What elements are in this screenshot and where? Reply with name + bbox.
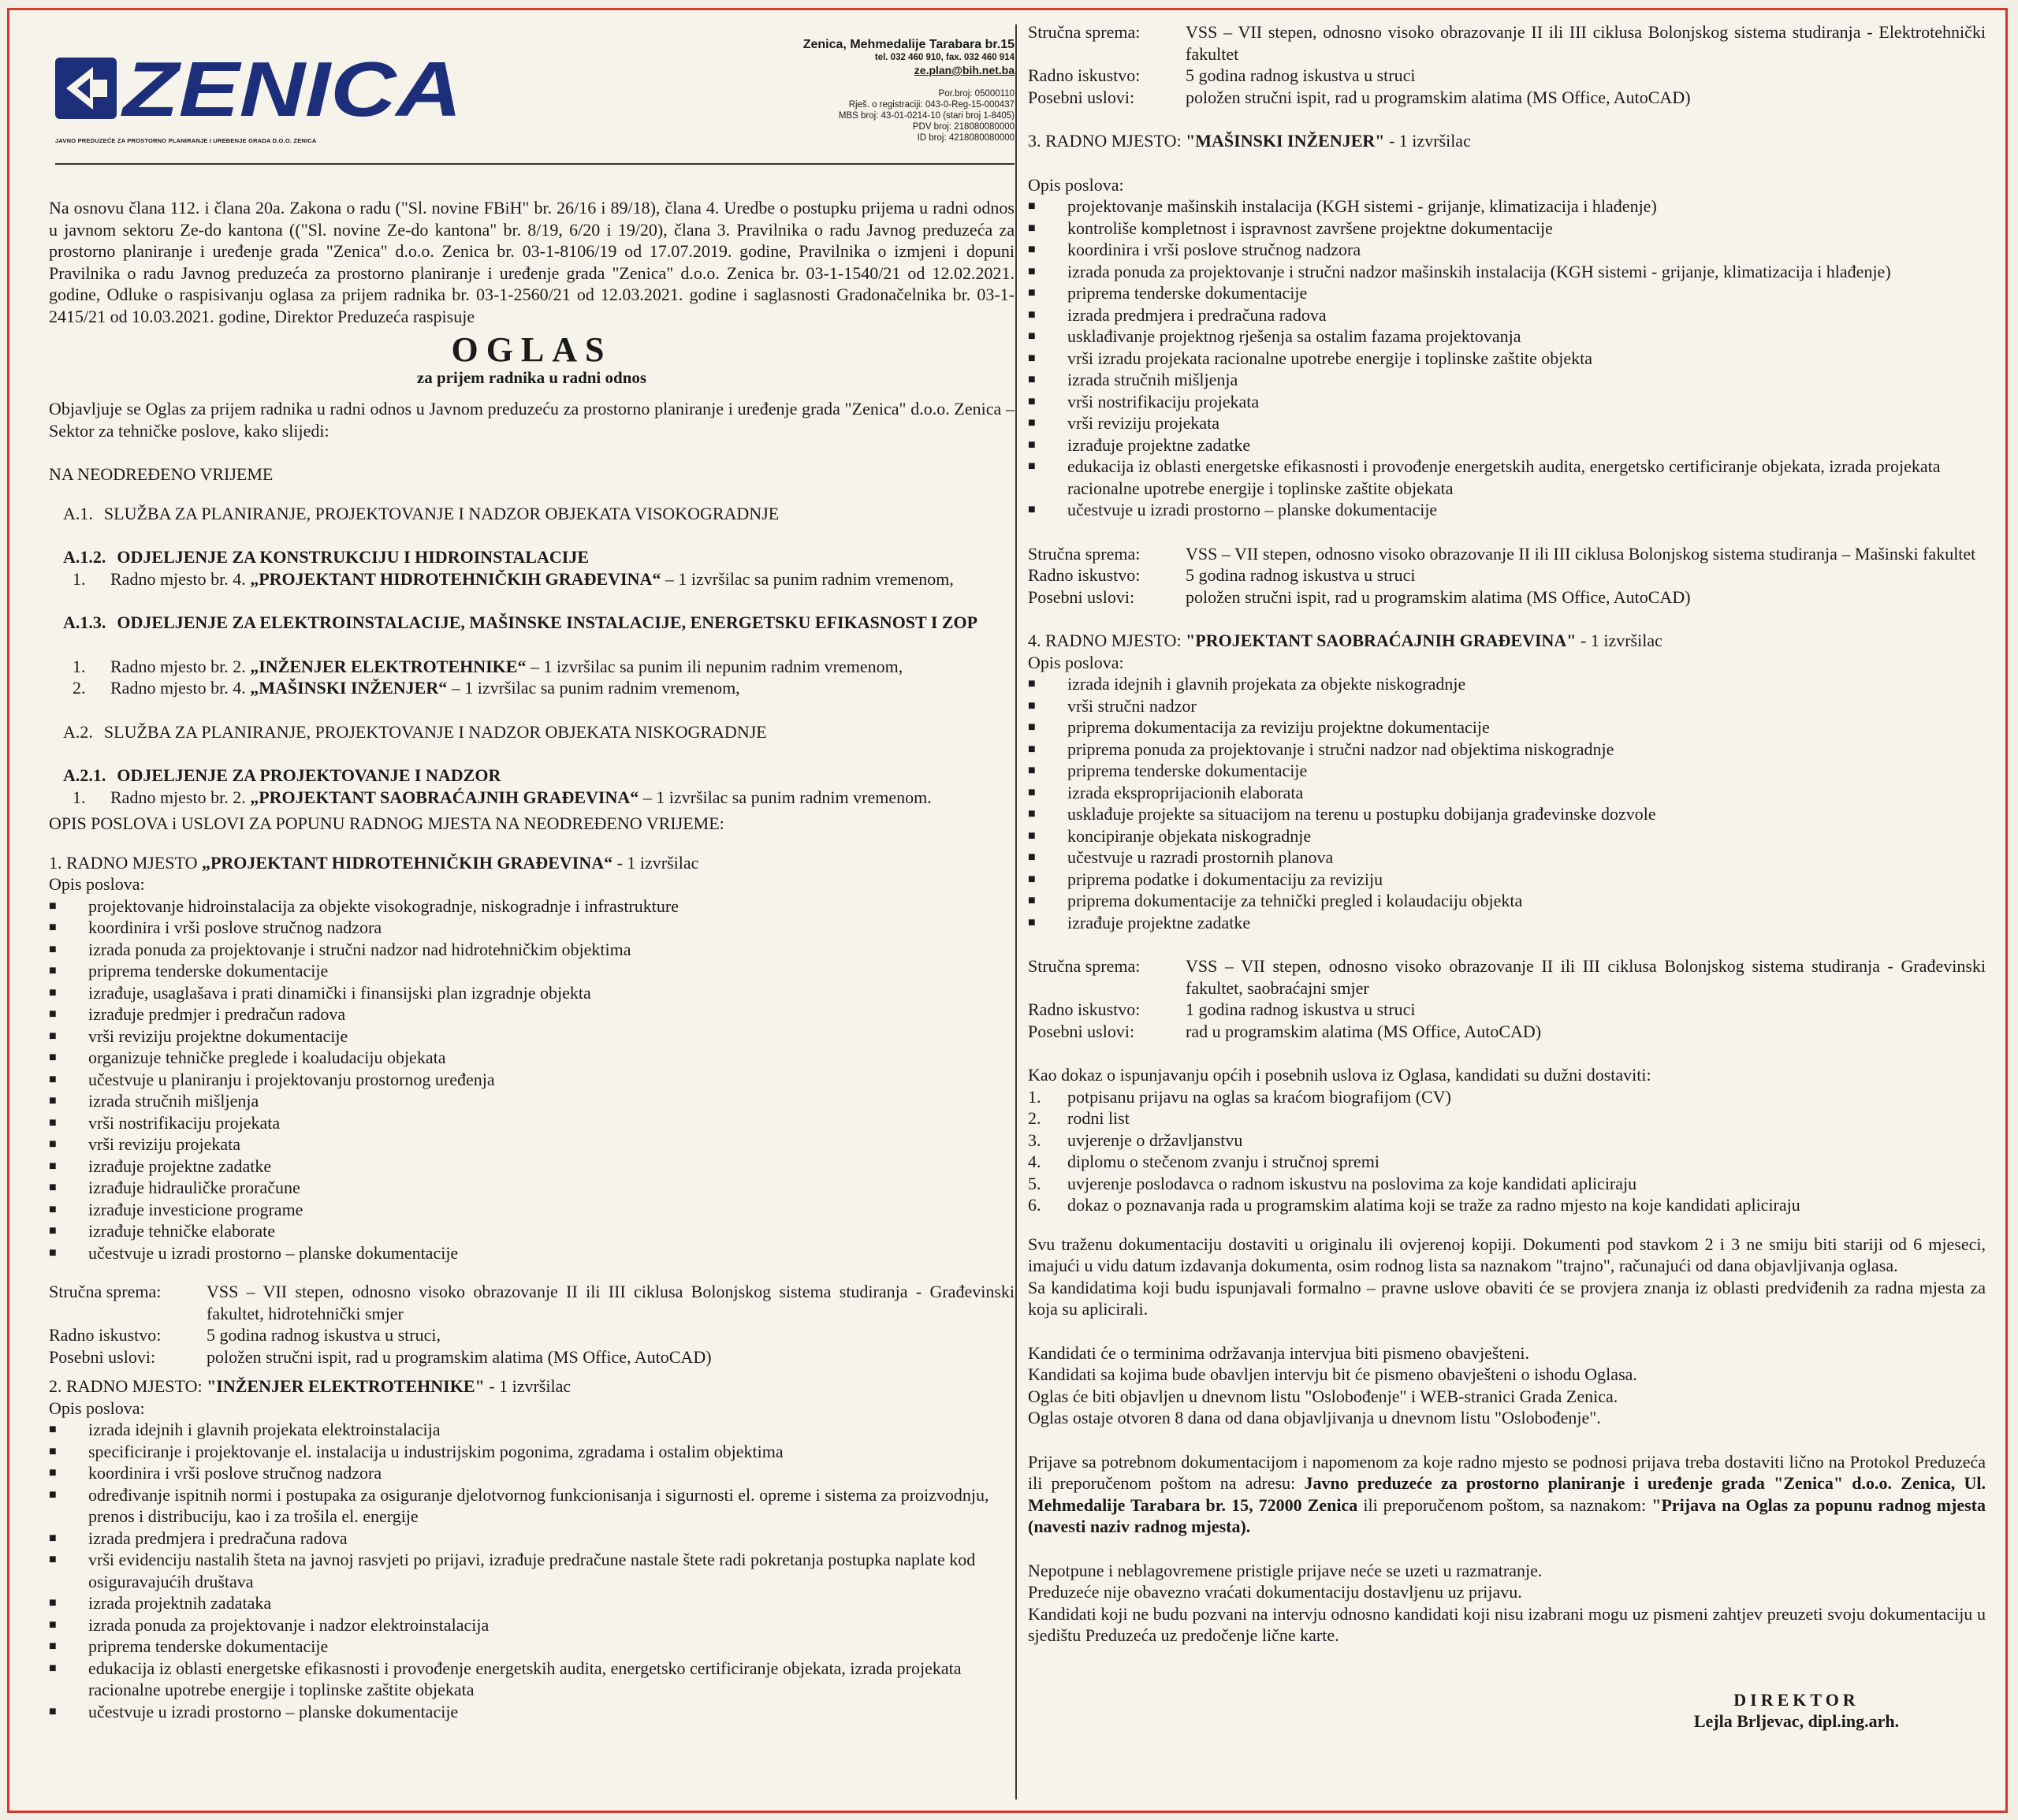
- company-email[interactable]: ze.plan@bih.net.ba: [914, 64, 1015, 76]
- document-text: rodni list: [1067, 1108, 1130, 1128]
- signature-block: [1028, 1689, 1986, 1733]
- duty-item: [1028, 434, 1986, 456]
- document-text: uvjerenje o državljanstvu: [1067, 1130, 1243, 1150]
- duty-text: izrada ponuda za projektovanje i nadzor elektroinstalacija: [88, 1614, 490, 1635]
- period-heading: NA NEODREĐENO VRIJEME: [49, 464, 274, 484]
- bullet-icon: ■: [49, 1072, 57, 1086]
- section-a12: A.1.2. ODJELJENJE ZA KONSTRUKCIJU I HIDROINSTALACIJE: [63, 547, 589, 567]
- duty-item: [49, 1047, 1015, 1069]
- duty-text: koncipiranje objekata niskogradnje: [1067, 825, 1312, 846]
- position-2-duties: [49, 1419, 1015, 1722]
- section-a21: A.2.1. ODJELJENJE ZA PROJEKTOVANJE I NADZOR: [63, 765, 501, 785]
- duty-text: izrada idejnih i glavnih projekata za objekte niskogradnje: [1067, 674, 1466, 694]
- signature-title: DIREKTOR: [1733, 1689, 1860, 1710]
- duty-item: [1028, 456, 1986, 499]
- section-a2: A.2. SLUŽBA ZA PLANIRANJE, PROJEKTOVANJE I NADZOR OBJEKATA NISKOGRADNJE: [63, 721, 767, 742]
- letterhead: [49, 21, 1015, 151]
- duty-item: [49, 917, 1015, 939]
- duty-item: [1028, 348, 1986, 370]
- duty-item: [1028, 890, 1986, 912]
- duty-item: [49, 1199, 1015, 1221]
- duty-text: izrada eksproprijacionih elaborata: [1067, 782, 1304, 802]
- bullet-icon: ■: [49, 1487, 57, 1502]
- bullet-icon: ■: [49, 1224, 57, 1238]
- duty-text: izrada predmjera i predračuna radova: [1067, 304, 1327, 325]
- document-item: [1028, 1107, 1986, 1130]
- duty-text: izrada idejnih i glavnih projekata elektroinstalacija: [88, 1420, 441, 1439]
- document-number: 4.: [1028, 1152, 1041, 1171]
- closing-paragraph: Oglas će biti objavljen u dnevnom listu "Oslobođenje" i WEB-stranici Grada Zenica.: [1028, 1386, 1618, 1406]
- document-number: 1.: [1028, 1086, 1041, 1107]
- duty-text: edukacija iz oblasti energetske efikasnosti i provođenje energetskih audita, energetsko certificiranje objekata, izrada projekata racionalne upotrebe energije i toplinske zaštite objekata: [88, 1658, 962, 1699]
- contact-block: [803, 37, 1015, 143]
- duty-text: vrši nostrifikaciju projekata: [88, 1112, 281, 1133]
- section-a1: A.1. SLUŽBA ZA PLANIRANJE, PROJEKTOVANJE I NADZOR OBJEKATA VISOKOGRADNJE: [63, 503, 780, 523]
- document-item: [1028, 1194, 1986, 1216]
- position-4-heading: 4. RADNO MJESTO: "PROJEKTANT SAOBRAĆAJNIH GRAĐEVINA" - 1 izvršilac: [1028, 631, 1662, 650]
- duty-item: [1028, 803, 1986, 825]
- duty-item: [1028, 847, 1986, 869]
- duty-text: izrada ponuda za projektovanje i stručni nadzor mašinskih instalacija (KGH sistemi - grijanje, klimatizacija i hlađenje): [1067, 261, 1891, 281]
- bullet-icon: ■: [49, 1531, 57, 1545]
- duty-item: [49, 1614, 1015, 1636]
- duty-text: izrađuje projektne zadatke: [88, 1156, 272, 1176]
- bullet-icon: ■: [1028, 329, 1036, 343]
- bullet-icon: ■: [1028, 351, 1036, 365]
- bullet-icon: ■: [49, 1115, 57, 1130]
- duty-text: učestvuje u izradi prostorno – planske dokumentacije: [88, 1242, 459, 1263]
- bullet-icon: ■: [1028, 828, 1036, 843]
- duties-label: Opis poslova:: [1028, 174, 1124, 195]
- section-a13: A.1.3. ODJELJENJE ZA ELEKTROINSTALACIJE, MAŠINSKE INSTALACIJE, ENERGETSKU EFIKASNOST I ZOP: [63, 612, 978, 632]
- document-item: [1028, 1151, 1986, 1173]
- bullet-icon: ■: [49, 1137, 57, 1151]
- bullet-icon: ■: [49, 899, 57, 913]
- svg-text:ZENICA: ZENICA: [120, 51, 462, 124]
- duty-item: [1028, 218, 1986, 240]
- duty-item: [49, 1528, 1015, 1550]
- document-text: potpisanu prijavu na oglas sa kraćom biografijom (CV): [1067, 1086, 1451, 1107]
- bullet-icon: ■: [49, 964, 57, 977]
- duty-item: [1028, 825, 1986, 847]
- duty-item: [1028, 261, 1986, 283]
- duty-item: [1028, 673, 1986, 695]
- list-item: 1. Radno mjesto br. 2. „INŽENJER ELEKTROTEHNIKE“ – 1 izvršilac sa punim ili nepunim radnim vremenom,: [73, 656, 903, 676]
- duty-text: određivanje ispitnih normi i postupaka za osiguranje djelotvornog funkcionisanja i sigurnosti el. opreme i sistema za proizvodnju, prenos i distribuciju, kao i za trošila el. energije: [88, 1484, 989, 1526]
- duty-text: priprema podatke i dokumentaciju za reviziju: [1067, 869, 1383, 889]
- bullet-icon: ■: [1028, 199, 1036, 213]
- bullet-icon: ■: [1028, 807, 1036, 821]
- bullet-icon: ■: [49, 1094, 57, 1107]
- duty-text: izrađuje predmjer i predračun radova: [88, 1004, 346, 1024]
- duty-text: vrši reviziju projekata: [88, 1134, 241, 1154]
- proof-intro: Kao dokaz o ispunjavanju općih i posebnih uslova iz Oglasa, kandidati su dužni dostaviti:: [1028, 1065, 1651, 1085]
- duty-item: [49, 895, 1015, 917]
- document-text: uvjerenje poslodavca o radnom iskustvu na poslovima za koje kandidati apliciraju: [1067, 1173, 1637, 1193]
- bullet-icon: ■: [1028, 264, 1036, 278]
- duty-item: [49, 1242, 1015, 1264]
- duty-item: [49, 1592, 1015, 1614]
- bullet-icon: ■: [49, 1029, 57, 1043]
- right-column: [1028, 21, 1986, 1733]
- duty-item: [49, 1636, 1015, 1658]
- bullet-icon: ■: [49, 1051, 57, 1064]
- company-phone: tel. 032 460 910, fax. 032 460 914: [874, 53, 1015, 62]
- duty-item: [1028, 412, 1986, 434]
- duty-item: [1028, 499, 1986, 521]
- special-row: Posebni uslovi: položen stručni ispit, rad u programskim alatima (MS Office, AutoCAD): [1028, 586, 1691, 607]
- special-row: Posebni uslovi: položen stručni ispit, rad u programskim alatima (MS Office, AutoCAD): [1028, 87, 1691, 107]
- bullet-icon: ■: [1028, 286, 1036, 300]
- duty-text: priprema ponuda za projektovanje i stručni nadzor nad objektima niskogradnje: [1067, 739, 1614, 759]
- bullet-icon: ■: [1028, 915, 1036, 929]
- duty-text: izrađuje hidrauličke proračune: [88, 1178, 300, 1197]
- duty-text: koordinira i vrši poslove stručnog nadzora: [88, 1463, 382, 1483]
- position-2-heading: 2. RADNO MJESTO: "INŽENJER ELEKTROTEHNIKE" - 1 izvršilac: [49, 1376, 572, 1396]
- duty-text: vrši reviziju projektne dokumentacije: [88, 1025, 348, 1046]
- duty-item: [49, 1003, 1015, 1025]
- duty-item: [1028, 391, 1986, 413]
- list-item: 1. Radno mjesto br. 2. „PROJEKTANT SAOBRAĆAJNIH GRAĐEVINA“ – 1 izvršilac sa punim radnim vremenom.: [73, 787, 932, 807]
- duty-text: vrši reviziju projekata: [1067, 413, 1220, 433]
- bullet-icon: ■: [1028, 221, 1036, 235]
- duty-text: vrši nostrifikaciju projekata: [1067, 391, 1260, 411]
- bullet-icon: ■: [1028, 373, 1036, 386]
- duty-item: [49, 1177, 1015, 1199]
- education-row: Stručna sprema: VSS – VII stepen, odnosno visoko obrazovanje II ili III ciklusa Bolonjskog sistema studiranja – Mašinski fakultet: [1028, 543, 1976, 564]
- closing-paragraph: Preduzeće nije obavezno vraćati dokumentaciju dostavljenu uz prijavu.: [1028, 1582, 1522, 1602]
- duty-text: učestvuje u razradi prostornih planova: [1067, 847, 1334, 867]
- position-1-duties: [49, 895, 1015, 1264]
- duty-item: [1028, 739, 1986, 761]
- reg-line: ID broj: 4218080080000: [917, 133, 1015, 143]
- bullet-icon: ■: [1028, 460, 1036, 473]
- legal-basis-paragraph: Na osnovu člana 112. i člana 20a. Zakona o radu ("Sl. novine FBiH" br. 26/16 i 89/18), člana 4. Uredbe o postupku prijema u radni odnos u javnom sektoru Ze-do kantona (("Sl. novine Ze-do kantona" br. 8/19, 6/20 i 19/20), člana 3. Pravilnika o radu Javnog preduzeća za prostorno planiranje i uređenje grada "Zenica" d.o.o. Zenica br. 03-1-8106/19 od 17.07.2019. godine, Pravilnika o izmjeni i dopuni Pravilnika o radu Javnog preduzeća za prostorno planiranje i uređenje grada "Zenica" d.o.o. Zenica br. 03-1-1540/21 od 12.02.2021. godine, Odluke o raspisivanju oglasa za prijem radnika br. 03-1-2560/21 od 12.03.2021. godine i saglasnosti Gradonačelnika br. 03-1-2415/21 od 10.03.2021. godine, Direktor Preduzeća raspisuje: [49, 198, 1015, 326]
- duty-text: vrši evidenciju nastalih šteta na javnoj rasvjeti po prijavi, izrađuje predračune nastale štete radi pokretanja postupka naplate kod osiguravajućih društava: [88, 1550, 976, 1591]
- duty-text: izrađuje projektne zadatke: [1067, 912, 1251, 932]
- document-text: dokaz o poznavanja rada u programskim alatima koji se traže za radno mjesto na koje kandidati apliciraju: [1067, 1195, 1800, 1215]
- duties-label: Opis poslova:: [49, 874, 145, 894]
- bullet-icon: ■: [49, 985, 57, 999]
- duty-text: vrši stručni nadzor: [1067, 695, 1197, 716]
- document-number: 5.: [1028, 1173, 1041, 1193]
- duty-text: usklađivanje projektnog rješenja sa ostalim fazama projektovanja: [1067, 326, 1521, 346]
- duty-text: priprema tenderske dokumentacije: [1067, 283, 1308, 303]
- bullet-icon: ■: [49, 921, 57, 934]
- duty-item: [49, 1156, 1015, 1178]
- bullet-icon: ■: [1028, 850, 1036, 864]
- education-row: Stručna sprema: VSS – VII stepen, odnosno visoko obrazovanje II ili III ciklusa Bolonjskog sistema studiranja - Elektrotehnički fakultet: [1028, 22, 1986, 64]
- duty-item: [49, 1069, 1015, 1091]
- duty-text: koordinira i vrši poslove stručnog nadzora: [1067, 240, 1361, 259]
- duty-item: [49, 960, 1015, 982]
- position-4-duties: [1028, 673, 1986, 933]
- newspaper-clipping: [7, 8, 2008, 1813]
- bullet-icon: ■: [1028, 894, 1036, 907]
- duty-item: [49, 1133, 1015, 1156]
- special-row: Posebni uslovi: rad u programskim alatima (MS Office, AutoCAD): [1028, 1021, 1542, 1041]
- column-divider: [1015, 24, 1017, 1800]
- duty-item: [1028, 304, 1986, 326]
- reg-line: Rješ. o registraciji: 043-0-Reg-15-000437: [848, 100, 1015, 110]
- duty-item: [1028, 195, 1986, 218]
- bullet-icon: ■: [49, 1007, 57, 1021]
- duty-item: [49, 1419, 1015, 1441]
- experience-row: Radno iskustvo: 1 godina radnog iskustva u struci: [1028, 999, 1416, 1019]
- duty-text: specificiranje i projektovanje el. instalacija u industrijskim pogonima, zgradama i ostalim objektima: [88, 1441, 784, 1461]
- duty-item: [1028, 282, 1986, 304]
- bullet-icon: ■: [1028, 677, 1036, 690]
- duty-text: izrađuje investicione programe: [88, 1199, 303, 1219]
- duty-text: izrađuje projektne zadatke: [1067, 434, 1251, 455]
- logo-tagline: JAVNO PREDUZEĆE ZA PROSTORNO PLANIRANJE I UREĐENJE GRADA D.O.O. ZENICA: [55, 137, 317, 144]
- reg-line: Por.broj: 05000110: [938, 89, 1015, 99]
- duty-item: [49, 1090, 1015, 1112]
- bullet-icon: ■: [1028, 872, 1036, 886]
- duty-text: usklađuje projekte sa situacijom na terenu u postupku dobijanja građevinske dozvole: [1067, 804, 1656, 824]
- signature-name: Lejla Brljevac, dipl.ing.arh.: [1693, 1711, 1900, 1731]
- duty-item: [1028, 326, 1986, 348]
- duty-text: izrada stručnih mišljenja: [1067, 370, 1238, 389]
- duty-text: izrađuje tehničke elaborate: [88, 1221, 275, 1241]
- reg-line: MBS broj: 43-01-0214-10 (stari broj 1-8405): [838, 111, 1015, 121]
- duty-item: [1028, 369, 1986, 391]
- duty-item: [49, 1484, 1015, 1528]
- duty-text: učestvuje u planiranju i projektovanju prostornog uređenja: [88, 1069, 495, 1089]
- document-number: 3.: [1028, 1130, 1041, 1150]
- bullet-icon: ■: [49, 1704, 57, 1718]
- duty-text: izrada ponuda za projektovanje i stručni nadzor nad hidrotehničkim objektima: [88, 939, 631, 959]
- duty-text: izrada projektnih zadataka: [88, 1593, 272, 1613]
- duty-item: [49, 1462, 1015, 1484]
- experience-row: Radno iskustvo: 5 godina radnog iskustva u struci: [1028, 565, 1416, 585]
- duties-label: Opis poslova:: [49, 1398, 145, 1418]
- duty-item: [1028, 782, 1986, 804]
- bullet-icon: ■: [49, 1596, 57, 1610]
- document-number: 6.: [1028, 1195, 1041, 1215]
- duty-text: vrši izradu projekata racionalne upotrebe energije i toplinske zaštite objekta: [1067, 348, 1593, 368]
- duty-text: edukacija iz oblasti energetske efikasnosti i provođenje energetskih audita, energetsko certificiranje objekata, izrada projekata racionalne upotrebe energije i toplinske zaštite objekata: [1067, 456, 1941, 498]
- duty-text: priprema dokumentacija za reviziju projektne dokumentacije: [1067, 717, 1490, 737]
- bullet-icon: ■: [1028, 785, 1036, 799]
- list-item: 2. Radno mjesto br. 4. „MAŠINSKI INŽENJER“ – 1 izvršilac sa punim radnim vremenom,: [73, 678, 740, 698]
- description-heading: OPIS POSLOVA i USLOVI ZA POPUNU RADNOG MJESTA NA NEODREĐENO VRIJEME:: [49, 813, 724, 833]
- bullet-icon: ■: [49, 1661, 57, 1675]
- duty-text: izrada predmjera i predračuna radova: [88, 1528, 348, 1548]
- documents-list: [1028, 1086, 1986, 1216]
- bullet-icon: ■: [49, 1159, 57, 1173]
- duty-text: kontroliše kompletnost i ispravnost završene projektne dokumentacije: [1067, 218, 1553, 238]
- zenica-logo: [55, 51, 467, 124]
- bullet-icon: ■: [49, 1466, 57, 1479]
- submission-paragraph: Prijave sa potrebnom dokumentacijom i napomenom za koje radno mjesto se podnosi prijava treba dostaviti lično na Protokol Preduzeća ili preporučenom poštom na adresu: Javno preduzeće za prostorno planiranje i uređenje grada "Zenica" d.o.o. Zenica, Ul. Mehmedalije Tarabara br. 15, 72000 Zenica ili preporučenom poštom, sa naznakom: "Prijava na Oglas za popunu radnog mjesta (navesti naziv radnog mjesta).: [1028, 1451, 1986, 1536]
- duty-item: [49, 1701, 1015, 1723]
- duty-text: učestvuje u izradi prostorno – planske dokumentacije: [1067, 500, 1438, 519]
- position-1-heading: 1. RADNO MJESTO „PROJEKTANT HIDROTEHNIČKIH GRAĐEVINA“ - 1 izvršilac: [49, 852, 699, 873]
- bullet-icon: ■: [49, 1245, 57, 1260]
- duty-item: [49, 1220, 1015, 1242]
- reg-line: PDV broj: 218080080000: [912, 122, 1015, 132]
- document-item: [1028, 1173, 1986, 1195]
- header-rule: [55, 163, 1015, 165]
- duty-item: [1028, 695, 1986, 717]
- duty-item: [49, 1025, 1015, 1048]
- document-item: [1028, 1130, 1986, 1152]
- duty-text: priprema dokumentacije za tehnički pregled i kolaudaciju objekta: [1067, 891, 1523, 910]
- bullet-icon: ■: [49, 1444, 57, 1458]
- experience-row: Radno iskustvo: 5 godina radnog iskustva u struci: [1028, 65, 1416, 85]
- bullet-icon: ■: [1028, 437, 1036, 452]
- experience-row: Radno iskustvo: 5 godina radnog iskustva u struci,: [49, 1325, 441, 1345]
- duty-item: [1028, 239, 1986, 261]
- duty-text: organizuje tehničke preglede i koaludaciju objekata: [88, 1048, 446, 1067]
- closing-paragraph: Oglas ostaje otvoren 8 dana od dana objavljivanja u dnevnom listu "Oslobođenje".: [1028, 1408, 1601, 1427]
- bullet-icon: ■: [1028, 307, 1036, 322]
- closing-paragraph: Nepotpune i neblagovremene pristigle prijave neće se uzeti u razmatranje.: [1028, 1560, 1543, 1580]
- page-subtitle: za prijem radnika u radni odnos: [416, 368, 647, 387]
- duty-text: priprema tenderske dokumentacije: [88, 961, 329, 981]
- education-row: Stručna sprema: VSS – VII stepen, odnosno visoko obrazovanje II ili III ciklusa Bolonjskog sistema studiranja - Građevinski fakultet, hidrotehnički smjer: [49, 1282, 1015, 1323]
- bullet-icon: ■: [1028, 394, 1036, 408]
- special-row: Posebni uslovi: položen stručni ispit, rad u programskim alatima (MS Office, AutoCAD): [49, 1346, 712, 1367]
- position-3-heading: 3. RADNO MJESTO: "MAŠINSKI INŽENJER" - 1 izvršilac: [1028, 131, 1471, 151]
- bullet-icon: ■: [49, 1181, 57, 1194]
- duty-item: [49, 1549, 1015, 1592]
- announcement-paragraph: Objavljuje se Oglas za prijem radnika u radni odnos u Javnom preduzeću za prostorno planiranje i uređenje grada "Zenica" d.o.o. Zenica – Sektor za tehničke poslove, kako slijedi:: [49, 399, 1015, 441]
- document-text: diplomu o stečenom zvanju i stručnoj spremi: [1067, 1152, 1379, 1171]
- bullet-icon: ■: [49, 1423, 57, 1436]
- duty-text: izrađuje, usaglašava i prati dinamički i finansijski plan izgradnje objekta: [88, 982, 591, 1003]
- document-number: 2.: [1028, 1108, 1041, 1128]
- duty-item: [49, 1658, 1015, 1701]
- closing-paragraph: Sa kandidatima koji budu ispunjavali formalno – pravne uslove obaviti će se provjera znanja iz oblasti predviđenih za radna mjesta za koja su aplicirali.: [1028, 1277, 1986, 1319]
- duty-item: [1028, 760, 1986, 782]
- duty-text: učestvuje u izradi prostorno – planske dokumentacije: [88, 1701, 459, 1721]
- duty-item: [49, 1441, 1015, 1463]
- closing-paragraph: Kandidati će o terminima održavanja intervjua biti pismeno obavještеni.: [1028, 1342, 1529, 1363]
- bullet-icon: ■: [1028, 243, 1036, 256]
- bullet-icon: ■: [1028, 416, 1036, 430]
- bullet-icon: ■: [49, 1617, 57, 1632]
- education-row: Stručna sprema: VSS – VII stepen, odnosno visoko obrazovanje II ili III ciklusa Bolonjskog sistema studiranja - Građevinski fakultet, saobraćajni smjer: [1028, 956, 1986, 998]
- bullet-icon: ■: [49, 942, 57, 956]
- bullet-icon: ■: [1028, 698, 1036, 713]
- document-item: [1028, 1086, 1986, 1108]
- position-3-duties: [1028, 195, 1986, 521]
- duty-item: [1028, 869, 1986, 891]
- bullet-icon: ■: [49, 1202, 57, 1216]
- duty-text: priprema tenderske dokumentacije: [1067, 761, 1308, 780]
- bullet-icon: ■: [49, 1553, 57, 1566]
- duty-item: [49, 1112, 1015, 1134]
- page-title: OGLAS: [451, 330, 612, 369]
- duty-text: izrada stručnih mišljenja: [88, 1091, 259, 1111]
- list-item: 1. Radno mjesto br. 4. „PROJEKTANT HIDROTEHNIČKIH GRAĐEVINA“ – 1 izvršilac sa punim radnim vremenom,: [73, 568, 954, 589]
- duty-text: koordinira i vrši poslove stručnog nadzora: [88, 917, 382, 937]
- closing-paragraph: Kandidati koji ne budu pozvani na intervju odnosno kandidati koji nisu izabrani mogu uz pismeni zahtjev preuzeti svoju dokumentaciju u sjedištu Preduzeća uz predočenje lične karte.: [1028, 1603, 1986, 1645]
- left-column: [49, 21, 1015, 1722]
- duties-label: Opis poslova:: [1028, 652, 1124, 672]
- closing-paragraph: Svu traženu dokumentaciju dostaviti u originalu ili ovjerenoj kopiji. Dokumenti pod stavkom 2 i 3 ne smiju biti stariji od 6 mjeseci, imajući u vidu datum izdavanja dokumenta, osim rodnog lista sa naznakom "trajno", računajući od dana objavljivanja oglasa.: [1028, 1234, 1986, 1275]
- bullet-icon: ■: [1028, 503, 1036, 516]
- duty-item: [49, 982, 1015, 1004]
- duty-item: [49, 939, 1015, 961]
- closing-paragraph: Kandidati sa kojima bude obavljen intervju bit će pismeno obavještеni o ishodu Oglasa.: [1028, 1364, 1637, 1384]
- duty-item: [1028, 716, 1986, 739]
- company-address: Zenica, Mehmedalije Tarabara br.15: [802, 38, 1015, 51]
- duty-item: [1028, 912, 1986, 934]
- bullet-icon: ■: [49, 1639, 57, 1653]
- bullet-icon: ■: [1028, 720, 1036, 734]
- duty-text: priprema tenderske dokumentacije: [88, 1636, 329, 1656]
- bullet-icon: ■: [1028, 742, 1036, 756]
- duty-text: projektovanje mašinskih instalacija (KGH sistemi - grijanje, klimatizacija i hlađenje): [1067, 196, 1657, 216]
- bullet-icon: ■: [1028, 764, 1036, 777]
- duty-text: projektovanje hidroinstalacija za objekte visokogradnje, niskogradnje i infrastrukture: [88, 895, 679, 916]
